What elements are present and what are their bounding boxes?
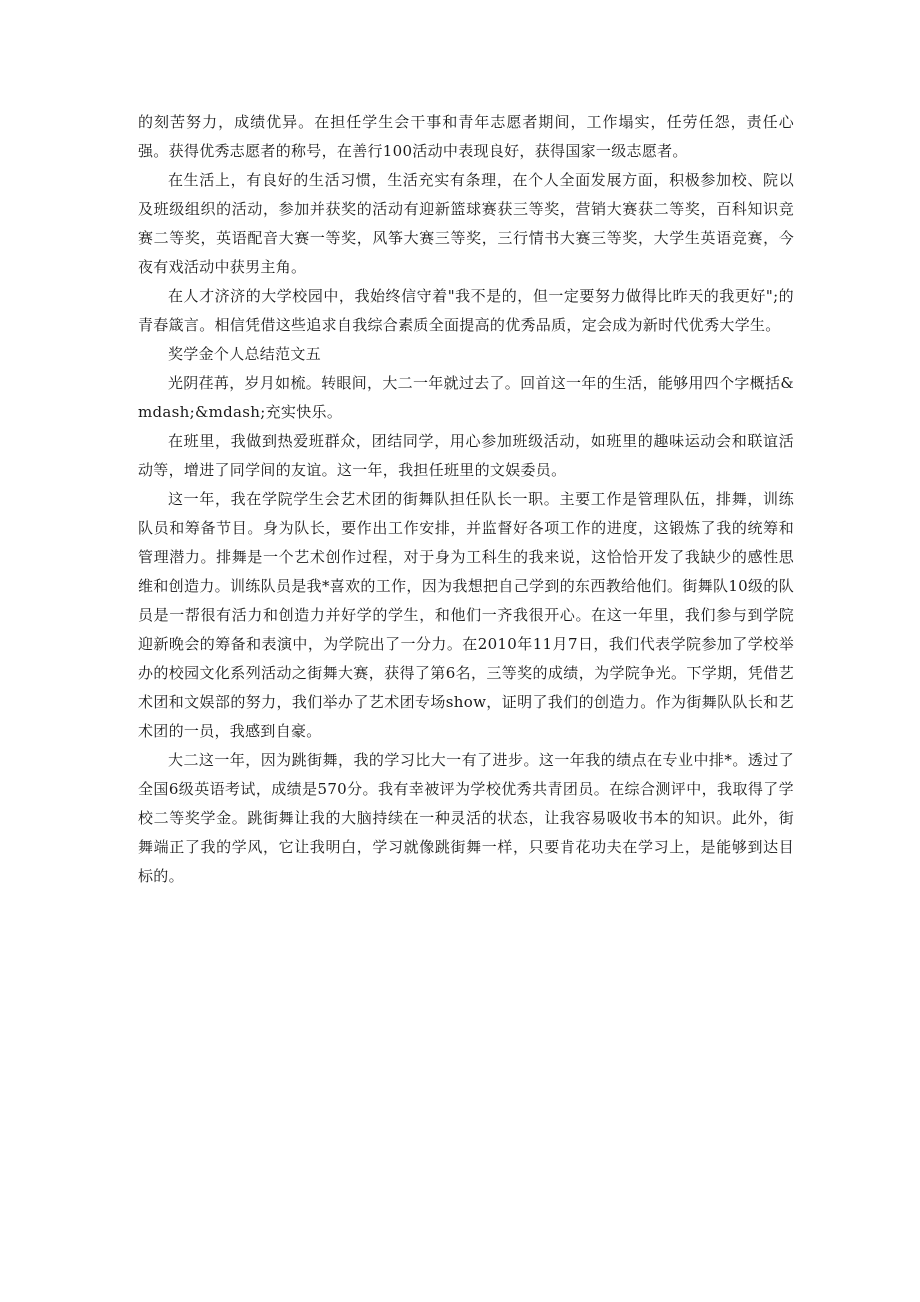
paragraph-3: 在人才济济的大学校园中，我始终信守着"我不是的，但一定要努力做得比昨天的我更好";的青春箴言。相信凭借这些追求自我综合素质全面提高的优秀品质，定会成为新时代优秀大学生。 bbox=[138, 287, 794, 334]
paragraph-5: 光阴荏苒，岁月如梳。转眼间，大二一年就过去了。回首这一年的生活，能够用四个字概括&mdash;&mdash;充实快乐。 bbox=[138, 374, 794, 421]
paragraph-2: 在生活上，有良好的生活习惯，生活充实有条理，在个人全面发展方面，积极参加校、院以及班级组织的活动，参加并获奖的活动有迎新篮球赛获三等奖，营销大赛获二等奖，百科知识竞赛二等奖，英语配音大赛一等奖，风筝大赛三等奖，三行情书大赛三等奖，大学生英语竞赛，今夜有戏活动中获男主角。 bbox=[138, 171, 794, 276]
paragraph-1: 的刻苦努力，成绩优异。在担任学生会干事和青年志愿者期间，工作塌实，任劳任怨，责任心强。获得优秀志愿者的称号，在善行100活动中表现良好，获得国家一级志愿者。 bbox=[138, 113, 794, 160]
paragraph-8: 大二这一年，因为跳街舞，我的学习比大一有了进步。这一年我的绩点在专业中排*。透过了全国6级英语考试，成绩是570分。我有幸被评为学校优秀共青团员。在综合测评中，我取得了学校二等奖学金。跳街舞让我的大脑持续在一种灵活的状态，让我容易吸收书本的知识。此外，街舞端正了我的学风，它让我明白，学习就像跳街舞一样，只要肯花功夫在学习上，是能够到达目标的。 bbox=[138, 751, 794, 885]
paragraph-6: 在班里，我做到热爱班群众，团结同学，用心参加班级活动，如班里的趣味运动会和联谊活动等，增进了同学间的友谊。这一年，我担任班里的文娱委员。 bbox=[138, 432, 794, 479]
section-heading: 奖学金个人总结范文五 bbox=[168, 345, 322, 363]
document-body bbox=[138, 108, 794, 891]
paragraph-7: 这一年，我在学院学生会艺术团的街舞队担任队长一职。主要工作是管理队伍，排舞，训练队员和筹备节目。身为队长，要作出工作安排，并监督好各项工作的进度，这锻炼了我的统筹和管理潜力。排舞是一个艺术创作过程，对于身为工科生的我来说，这恰恰开发了我缺少的感性思维和创造力。训练队员是我*喜欢的工作，因为我想把自己学到的东西教给他们。街舞队10级的队员是一帮很有活力和创造力并好学的学生，和他们一齐我很开心。在这一年里，我们参与到学院迎新晚会的筹备和表演中，为学院出了一分力。在2010年11月7日，我们代表学院参加了学校举办的校园文化系列活动之街舞大赛，获得了第6名，三等奖的成绩，为学院争光。下学期，凭借艺术团和文娱部的努力，我们举办了艺术团专场show，证明了我们的创造力。作为街舞队队长和艺术团的一员，我感到自豪。 bbox=[138, 490, 794, 740]
